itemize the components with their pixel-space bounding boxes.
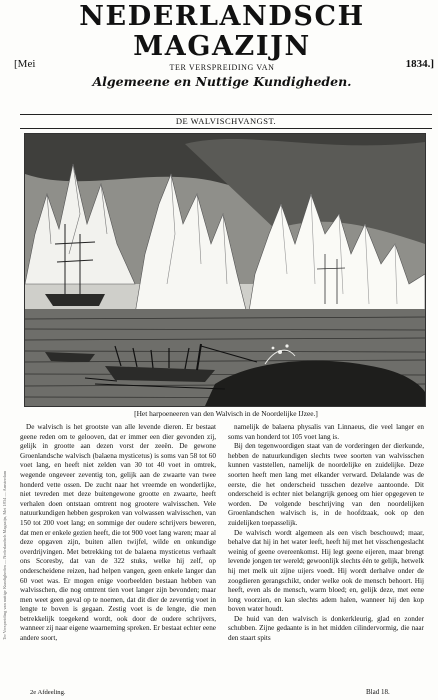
issue-date-row [14, 58, 434, 72]
masthead-title: NEDERLANDSCH MAGAZIJN [79, 1, 365, 62]
text-column-left [20, 423, 216, 689]
illustration-caption: [Het harpoeneeren van den Walvisch in de Noordelijke IJzee.] [134, 409, 318, 418]
margin-note: Ter Verspreiding van nuttige Kundigheden — Nederlandsch Magazijn, Mei 1834 — Amsterdam [2, 470, 7, 640]
masthead-tagline: Algemeene en Nuttige Kundigheden. [92, 74, 352, 89]
rule-bottom [20, 128, 432, 129]
engraving-svg [25, 134, 425, 406]
paragraph: De walvisch is het grootste van alle levende dieren. Er bestaat geene reden om te gelooven, dat er immer een dier gevonden zij, gelijk in grootte aan dezen vorst der zeeën. De gewone Groenlandsche walvisch (balaena mysticetus) is soms van 58 tot 60 voet lang, en heeft niet zelden van 30 tot 40 voet in omtrek, wegende ongeveer zeventig ton, gelijk aan de zwaarte van twee honderd vette ossen. De zucht naar het vreemde en wonderlijke, niet tevreden met deze buitengewone grootte en zwaarte, heeft verhalen doen ontstaan omtrent nog grootere walvisschen. Vele natuurkundigen hebben gesproken van volwassen walvisschen, van 150 tot 200 voet lang; en sommige der oudere schrijvers beweren, dat men er enkele gezien heeft, die tot 900 voet lang waren; maar al deze opgaven zijn, buiten allen twijfel, wilde en onkundige overdrijvingen. Met betrekking tot de balaena mysticetus verhaalt ons Scoresby, dat van de 322 stuks, welke hij zelf, op onderscheidene reizen, had helpen vangen, geen enkele langer dan 60 voet was. Er mogen enige voorbeelden bestaan hebben van walvisschen, die nog omtrent tien voet langer zijn bevonden; maar men weet geen geval op te noemen, dat dit dier de zeventig voet in lengte te boven is gegaan. Zestig voet is de lengte, die men betrekkelijk toegekend wordt, ook door de oudere schrijvers, wanneer zij naar eigene waarneming spreken. Er bestaat echter eene andere soort, [20, 423, 216, 643]
whaling-engraving [24, 133, 426, 407]
rule-top [20, 114, 432, 115]
paragraph: Bij den tegenwoordigen staat van de vorderingen der dierkunde, hebben de natuurkundigen slechts twee soorten van walvisschen kunnen vaststellen, namelijk de noordelijke en zuidelijke. Deze soorten heeft men lang met elkander verward. Delalande was de eerste, die het onderscheid tusschen dezelve aantoonde. Dit onderscheid is echter niet belangrijk genoeg om hier opgegeven te worden. De volgende beschrijving van den noordelijken Groenlandschen walvisch is, in de hoofdzaak, ook op den zuidelijken toepasselijk. [228, 442, 424, 527]
footer-section: 2e Afdeeling. [30, 689, 66, 696]
section-title: DE WALVISCHVANGST. [175, 116, 277, 126]
text-column-right [228, 423, 424, 689]
paragraph: namelijk de balaena physalis van Linnaeus, die veel langer en soms van honderd tot 105 voet lang is. [228, 423, 424, 441]
masthead-subtitle: TER VERSPREIDING VAN [169, 63, 275, 72]
masthead [12, 2, 432, 91]
footer-sheet-number: Blad 18. [366, 688, 390, 696]
issue-month: [Mei [14, 58, 36, 70]
paragraph: De huid van den walvisch is donkerkleurig, glad en zonder schubben. Zijne gedaante is in het midden cilindervormig, die naar den staart spits [228, 614, 424, 643]
paragraph: De walvisch wordt algemeen als een visch beschouwd; maar, behalve dat hij in het water leeft, heeft hij met het visschengeslacht weinig of geene overeenkomst. Hij legt geene eijeren, maar brengt levende jongen ter wereld; gewoonlijk slechts één te gelijk, hetwelk hij met melk uit zijne uijers voedt. Hij wordt derhalve onder de zoogdieren gerangschikt, onder welke ook de mensch behoort. Hij heeft, even als de mensch, warm bloed; en, gelijk deze, met eene long voorzien, en kan slechts adem halen, wanneer hij den kop boven water houdt. [228, 528, 424, 614]
issue-year: 1834.] [405, 58, 434, 70]
